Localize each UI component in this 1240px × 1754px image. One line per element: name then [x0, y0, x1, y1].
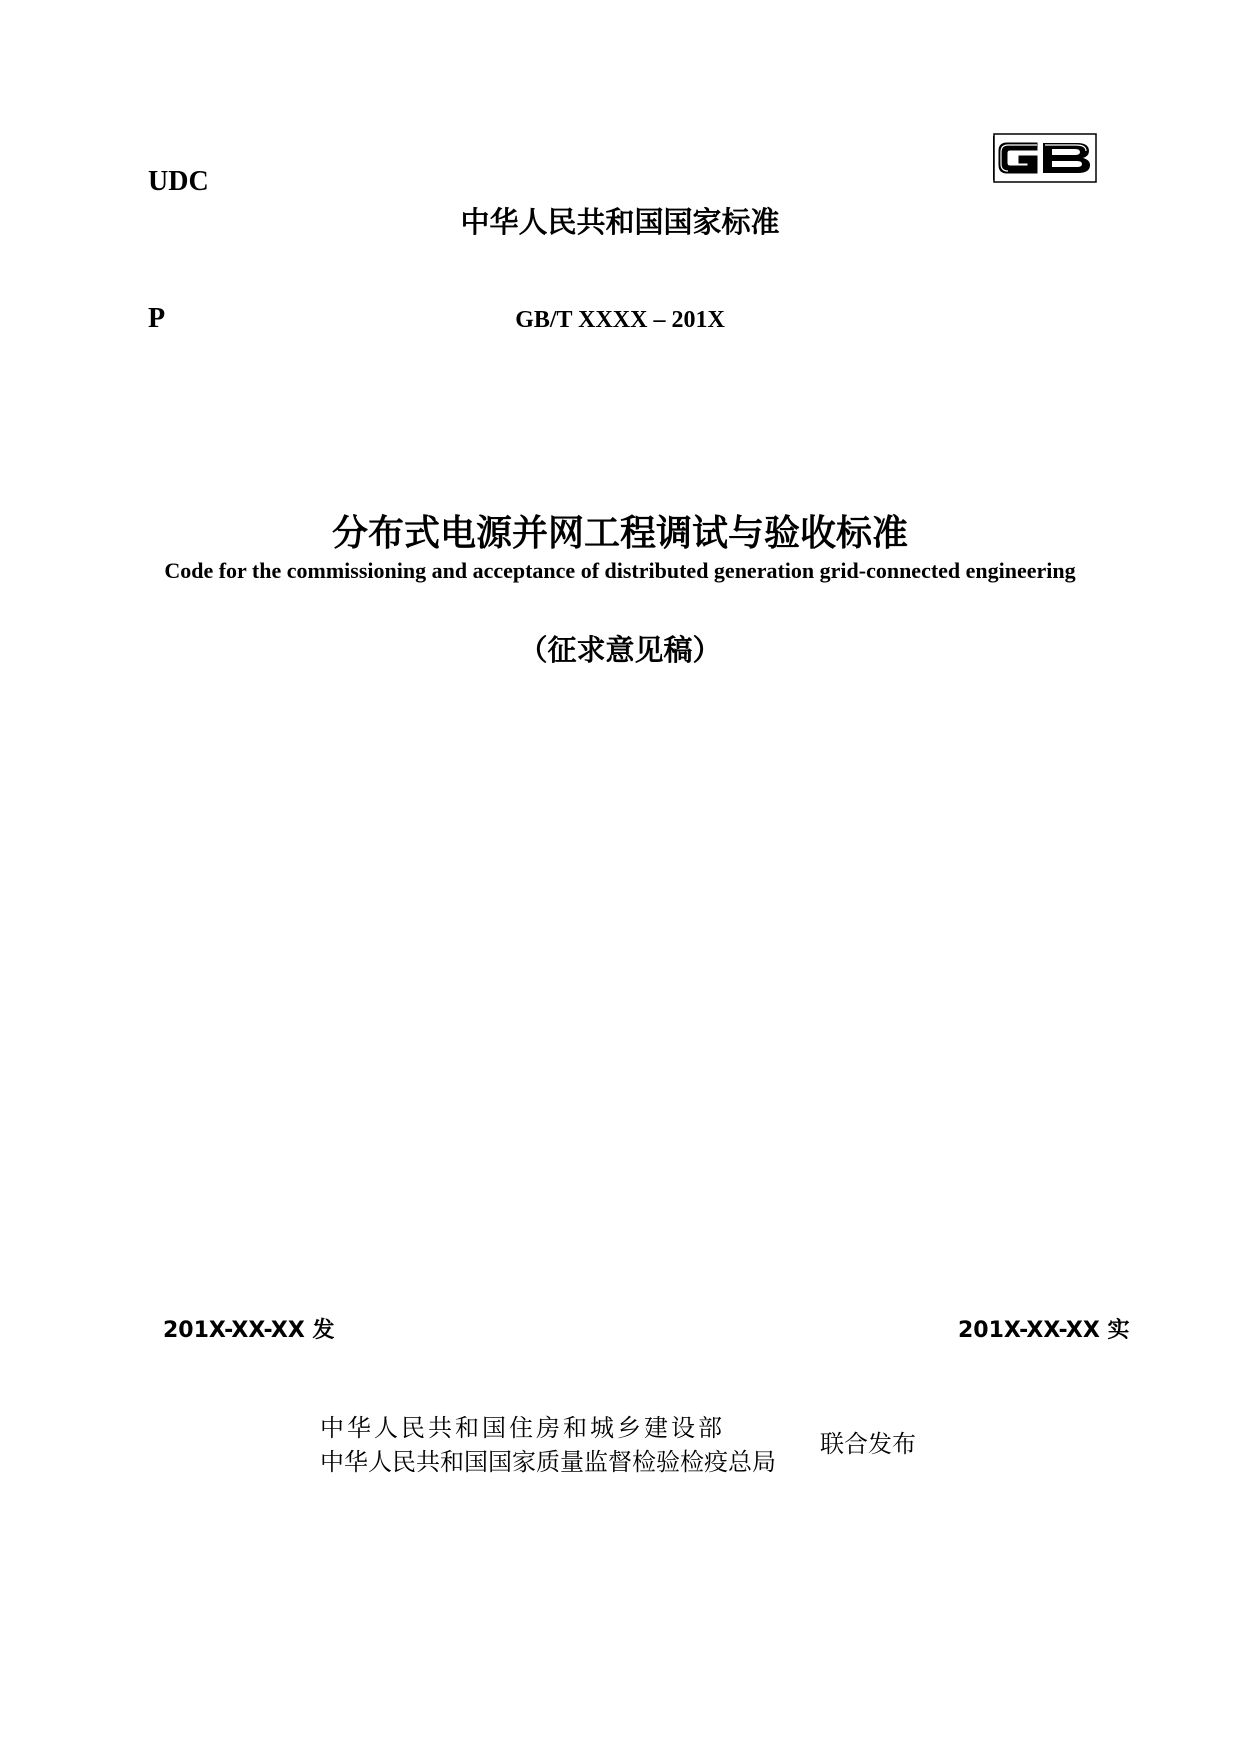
udc-label: UDC: [148, 166, 209, 197]
gb-logo-icon: [993, 133, 1097, 183]
implementation-date: 201X-XX-XX 实: [958, 1318, 1130, 1343]
document-title-chinese: 分布式电源并网工程调试与验收标准: [331, 513, 908, 554]
draft-status: （征求意见稿）: [518, 633, 722, 667]
document-title-english: Code for the commissioning and acceptance of distributed generation grid-connected engineering: [164, 558, 1076, 583]
classification-label: P: [148, 303, 166, 334]
issue-date: 201X-XX-XX 发: [163, 1318, 335, 1343]
national-standard-heading: 中华人民共和国国家标准: [460, 205, 780, 239]
publisher-ministry-housing: 中华人民共和国住房和城乡建设部: [320, 1414, 725, 1442]
standard-code: GB/T XXXX – 201X: [515, 307, 725, 333]
joint-publish-label: 联合发布: [820, 1430, 916, 1458]
publisher-aqsiq: 中华人民共和国国家质量监督检验检疫总局: [320, 1448, 776, 1476]
